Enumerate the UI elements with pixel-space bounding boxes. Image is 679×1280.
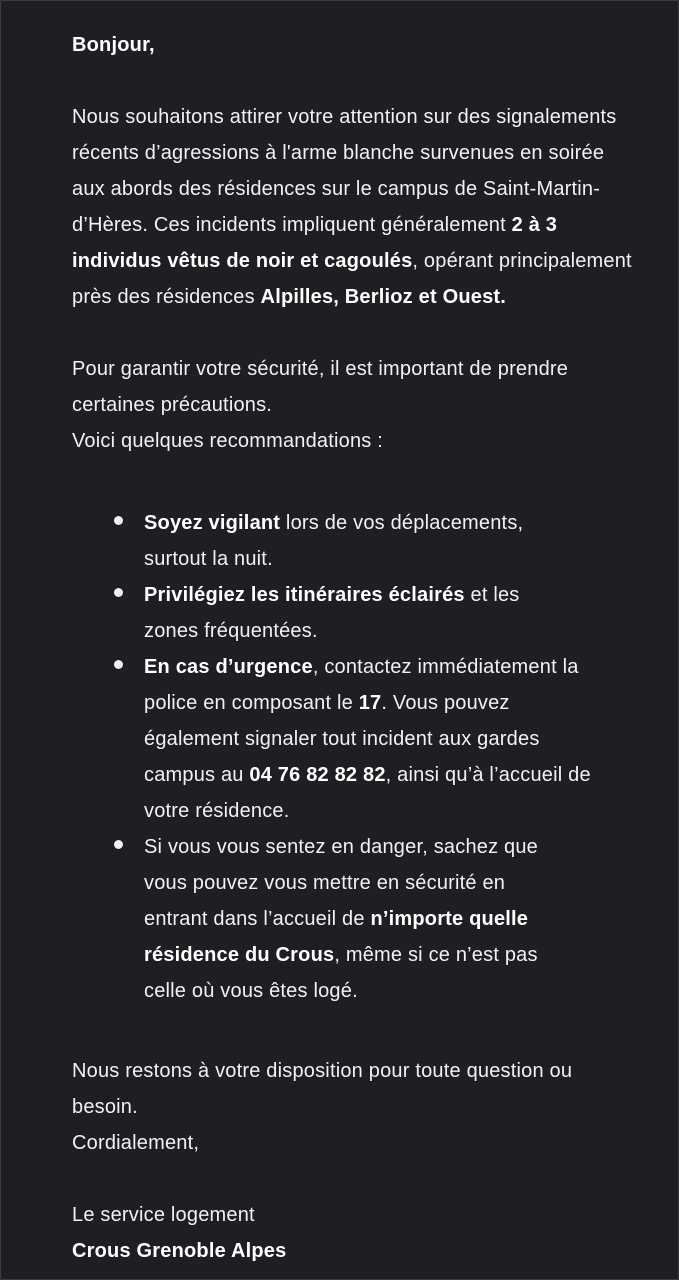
precautions-intro: Pour garantir votre sécurité, il est important de prendre certaines précautions. [72,358,569,416]
list-item: Privilégiez les itinéraires éclairés et les zones fréquentées. [144,577,574,649]
list-item: En cas d’urgence, contactez immédiatement la police en composant le 17. Vous pouvez également signaler tout incident aux gardes campus au 04 76 82 82 82, ainsi qu’à l’accueil de votre résidence. [144,649,610,829]
recommendations-lead: Voici quelques recommandations : [72,430,384,452]
spacer [72,63,632,99]
recommendations-list [72,505,632,1009]
greeting: Bonjour, [72,34,155,56]
spacer [72,1161,632,1197]
signature-organization: Crous Grenoble Alpes [72,1240,287,1262]
sign-off: Cordialement, [72,1132,200,1154]
bullet-icon [114,840,123,849]
list-item: Soyez vigilant lors de vos déplacements, surtout la nuit. [144,505,564,577]
spacer [72,1009,632,1053]
closing-paragraph: Nous restons à votre disposition pour toute question ou besoin. [72,1060,573,1118]
email-body [72,27,632,1269]
intro-paragraph: Nous souhaitons attirer votre attention sur des signalements récents d’agressions à l'arme blanche survenues en soirée aux abords des résidences sur le campus de Saint-Martin-d’Hères. Ces incidents impliquent généralement 2 à 3 individus vêtus de noir et cagoulés, opérant principalement près des résidences Alpilles, Berlioz et Ouest. [72,106,632,308]
bullet-icon [114,588,123,597]
spacer [72,315,632,351]
signature-service: Le service logement [72,1204,255,1226]
bullet-icon [114,660,123,669]
list-item: Si vous vous sentez en danger, sachez que vous pouvez vous mettre en sécurité en entrant dans l’accueil de n’importe quelle résidence du Crous, même si ce n’est pas celle où vous êtes logé. [144,829,574,1009]
bullet-icon [114,516,123,525]
spacer [72,459,632,505]
